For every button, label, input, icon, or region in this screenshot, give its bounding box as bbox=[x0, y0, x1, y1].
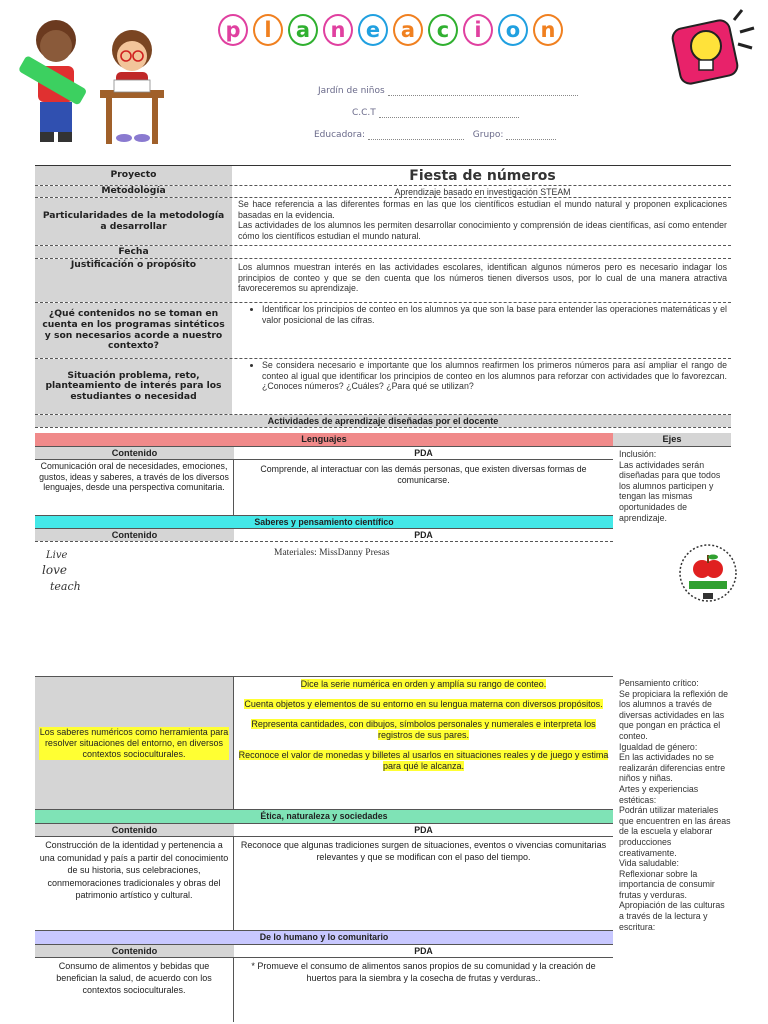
svg-text:teach: teach bbox=[50, 580, 81, 593]
proyecto-value: Fiesta de números bbox=[409, 168, 556, 184]
metodologia-value: Aprendizaje basado en investigación STEAM bbox=[394, 187, 571, 197]
pda-item: Dice la serie numérica en orden y amplía su rango de conteo. bbox=[300, 679, 547, 689]
pda-header: PDA bbox=[414, 530, 433, 540]
title-letter: n bbox=[323, 14, 353, 46]
particularidades-value bbox=[234, 198, 731, 245]
title-letter: a bbox=[393, 14, 423, 46]
planeacion-title bbox=[218, 14, 563, 46]
row-situacion bbox=[35, 359, 731, 415]
justificacion-value: Los alumnos muestran interés en las actividades escolares, identifican algunos números pero es necesario indagar los principios de conteo y que se den cuenta que los números tienen diversos usos, por lo cual de una manera atractiva favoreceremos su aprendizaje. bbox=[238, 262, 727, 294]
title-letter: a bbox=[288, 14, 318, 46]
contenido-header: Contenido bbox=[35, 529, 234, 541]
pda-header: PDA bbox=[414, 946, 433, 956]
justificacion-label: Justificación o propósito bbox=[35, 259, 234, 302]
row-proyecto bbox=[35, 166, 731, 186]
humano-contenido: Consumo de alimentos y bebidas que benefician la salud, de acuerdo con los contextos socioculturales. bbox=[35, 958, 234, 1022]
particularidades-text-2: Las actividades de los alumnos les permiten desarrollar conocimiento y comprensión de ideas científicas, así como entender cómo los científicos estudian el mundo natural. bbox=[238, 220, 727, 241]
etica-pda: Reconoce que algunas tradiciones surgen de situaciones, eventos o vivencias comunitarias relevantes y que se modifican con el paso del tiempo. bbox=[240, 840, 607, 862]
educadora-label: Educadora: bbox=[314, 130, 366, 140]
situacion-label: Situación problema, reto, planteamiento de interés para los estudiantes o necesidad bbox=[35, 359, 234, 414]
row-saberes-content bbox=[35, 677, 613, 810]
actividades-banner: Actividades de aprendizaje diseñadas por el docente bbox=[35, 415, 731, 427]
row-contenidos bbox=[35, 303, 731, 359]
svg-text:Live: Live bbox=[46, 550, 68, 561]
row-lenguajes-headers bbox=[35, 447, 613, 460]
saberes-contenido-cell bbox=[35, 677, 234, 809]
contenido-header: Contenido bbox=[35, 824, 234, 836]
contenido-header: Contenido bbox=[35, 447, 234, 459]
row-fecha bbox=[35, 246, 731, 259]
cct-label: C.C.T bbox=[352, 108, 376, 118]
title-letter: e bbox=[358, 14, 388, 46]
contenidos-label: ¿Qué contenidos no se toman en cuenta en los programas sintéticos y son necesarios acorde a nuestro contexto? bbox=[35, 303, 234, 358]
campos-table-page2 bbox=[35, 676, 613, 1022]
educadora-line bbox=[314, 130, 556, 140]
pda-header: PDA bbox=[414, 448, 433, 458]
pda-item: Representa cantidades, con dibujos, símbolos personales y numerales e interpreta los registros de sus pares. bbox=[251, 719, 596, 740]
pda-header: PDA bbox=[414, 825, 433, 835]
etica-title: Ética, naturaleza y sociedades bbox=[35, 810, 613, 823]
cct-line bbox=[352, 108, 519, 118]
saberes-pda bbox=[234, 677, 613, 809]
row-justificacion bbox=[35, 259, 731, 303]
lightbulb-icon bbox=[662, 6, 758, 96]
grupo-label: Grupo: bbox=[472, 130, 504, 140]
fecha-label: Fecha bbox=[35, 246, 234, 258]
contenidos-bullet: • Identificar los principios de conteo en los alumnos ya que son la base para entender las operaciones matemáticas y el valor posicional de las cifras. bbox=[262, 304, 727, 325]
situacion-value bbox=[234, 359, 731, 414]
title-letter: p bbox=[218, 14, 248, 46]
contenidos-value bbox=[234, 303, 731, 358]
children-writing-illustration bbox=[14, 10, 166, 150]
materials-credit: Materiales: MissDanny Presas bbox=[274, 548, 390, 558]
planning-table bbox=[35, 165, 731, 428]
proyecto-label: Proyecto bbox=[35, 166, 234, 185]
humano-pda: * Promueve el consumo de alimentos sanos propios de su comunidad y la creación de huertos para la siembra y la cosecha de frutas y verduras.. bbox=[251, 961, 596, 983]
pda-item: Cuenta objetos y elementos de su entorno en su lengua materna con diversos propósitos. bbox=[244, 699, 603, 709]
pda-item: Reconoce el valor de monedas y billetes al usarlos en situaciones reales y de juego y estima para qué le alcanza. bbox=[238, 750, 609, 771]
particularidades-label: Particularidades de la metodología a desarrollar bbox=[35, 198, 234, 245]
miss-danny-apple-logo bbox=[675, 543, 741, 603]
row-humano-content bbox=[35, 958, 613, 1022]
row-saberes-headers bbox=[35, 529, 613, 542]
svg-text:love: love bbox=[42, 563, 67, 577]
campos-table-page1 bbox=[35, 433, 731, 447]
row-lenguajes-content bbox=[35, 460, 613, 516]
etica-contenido: Construcción de la identidad y pertenencia a una comunidad y país a partir del conocimiento de su historia, sus celebraciones, conmemoraciones tradicionales y obras del patrimonio artístico y cultural. bbox=[35, 837, 234, 930]
title-letter: l bbox=[253, 14, 283, 46]
saberes-contenido: Los saberes numéricos como herramienta para resolver situaciones del entorno, en diversos contextos socioculturales. bbox=[39, 726, 229, 759]
row-metodologia bbox=[35, 186, 731, 198]
row-saberes-title bbox=[35, 516, 613, 529]
metodologia-label: Metodología bbox=[35, 186, 234, 197]
situacion-bullet: • Se considera necesario e importante que los alumnos reafirmen los primeros números para así ampliar el rango de conteo al igual que identificar los principios de conteo en los alumnos para reforzar con actividades que lo favorezcan. ¿Conoces números? ¿Cuáles? ¿Para qué se utilizan? bbox=[262, 360, 727, 392]
row-etica-content bbox=[35, 837, 613, 931]
row-particularidades bbox=[35, 198, 731, 246]
live-love-teach-signature bbox=[40, 546, 102, 596]
lenguajes-contenido: Comunicación oral de necesidades, emociones, gustos, ideas y saberes, a través de los diversos lenguajes, desde una perspectiva comunitaria. bbox=[35, 460, 234, 515]
title-letter: c bbox=[428, 14, 458, 46]
title-letter: n bbox=[533, 14, 563, 46]
particularidades-text-1: Se hace referencia a las diferentes formas en las que los científicos estudian el mundo natural y proponen explicaciones basadas en la evidencia. bbox=[238, 199, 727, 220]
fecha-value bbox=[234, 246, 731, 258]
row-actividades-banner bbox=[35, 415, 731, 428]
row-etica-headers bbox=[35, 824, 613, 837]
humano-title: De lo humano y lo comunitario bbox=[35, 931, 613, 944]
row-lenguajes-title bbox=[35, 433, 731, 447]
saberes-title: Saberes y pensamiento científico bbox=[35, 516, 613, 528]
lenguajes-table bbox=[35, 447, 613, 542]
lenguajes-title: Lenguajes bbox=[35, 433, 613, 446]
row-etica-title bbox=[35, 810, 613, 824]
title-letter: o bbox=[498, 14, 528, 46]
title-letter: i bbox=[463, 14, 493, 46]
row-humano-headers bbox=[35, 945, 613, 958]
lenguajes-pda: Comprende, al interactuar con las demás personas, que existen diversas formas de comunicarse. bbox=[260, 464, 587, 485]
ejes-inclusion-text: Inclusión: Las actividades serán diseñadas para que todos los alumnos participen y tengan las mismas oportunidades de aprendizaje. bbox=[619, 449, 721, 523]
ejes-header: Ejes bbox=[613, 433, 731, 446]
contenido-header: Contenido bbox=[35, 945, 234, 957]
jardin-line bbox=[318, 86, 578, 96]
jardin-label: Jardín de niños bbox=[318, 86, 385, 96]
row-humano-title bbox=[35, 931, 613, 945]
ejes-page2-text: Pensamiento crítico: Se propiciara la reflexión de los alumnos a través de diversas actividades en las que pongan en práctica el conteo. Igualdad de género: En las actividades no se realizarán diferencias entre niños y niñas. Artes y experiencias estéticas: Podrán utilizar materiales que encuentren en las áreas de la escuela y elaborar producciones creativamente. Vida saludable: Reflexionar sobre la importancia de consumir frutas y verduras. Apropiación de las culturas a través de la lectura y escritura: bbox=[619, 678, 731, 932]
